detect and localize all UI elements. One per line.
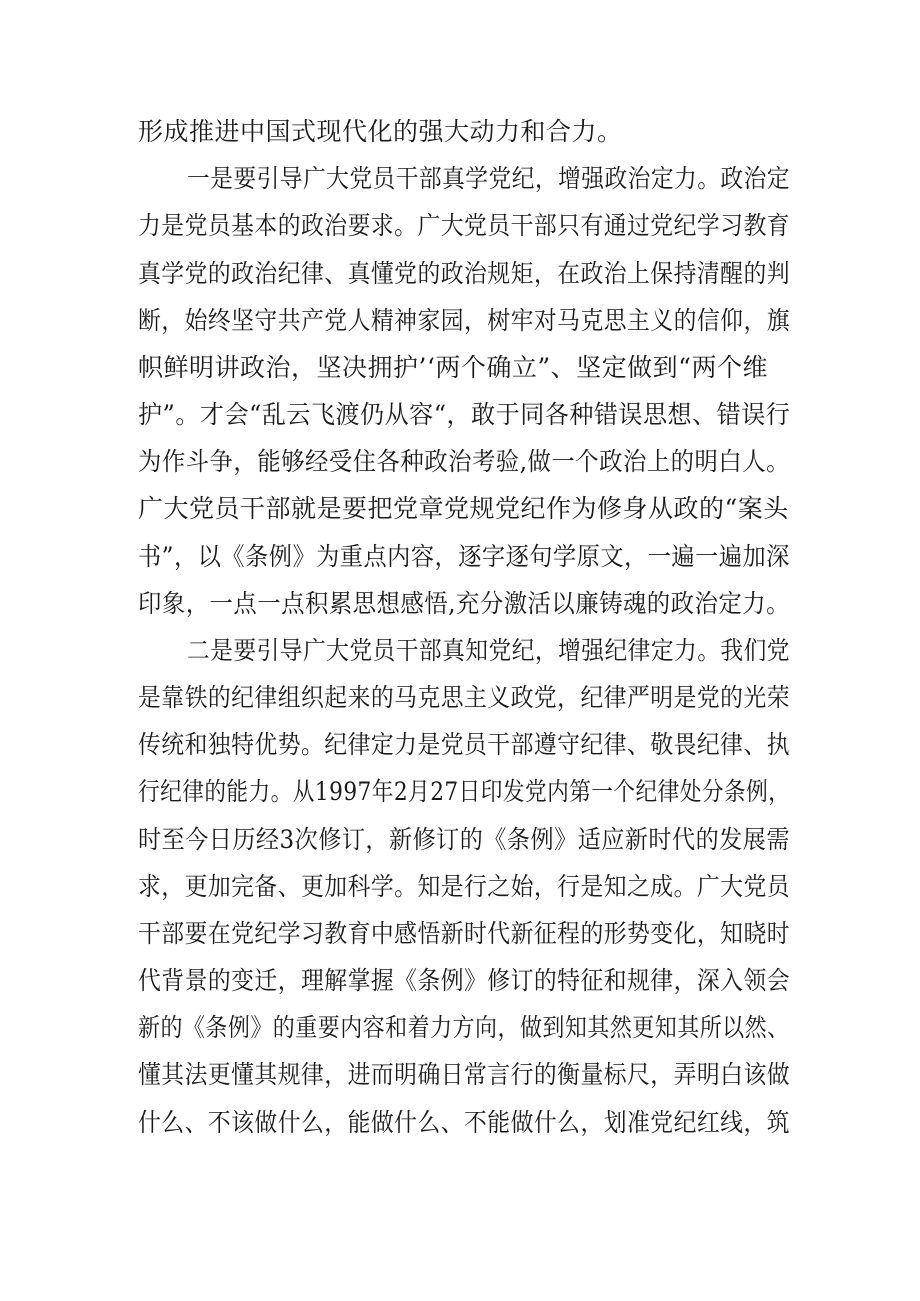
text-line-6: 帜鲜明讲政治，坚决拥护’‘两个确立”、坚定做到“两个维 [138,353,768,382]
text-line-13: 是靠铁的纪律组织起来的马克思主义政党，纪律严明是党的光荣 [138,683,791,712]
text-line-20: 新的《条例》的重要内容和着力方向，做到知其然更知其所以然、 [138,1013,790,1042]
text-line-9: 广大党员干部就是要把党章党规党纪作为修身从政的“案头 [138,494,789,523]
text-line-16: 时至今日历经3次修订，新修订的《条例》适应新时代的发展需 [138,825,790,854]
text-line-14: 传统和独特优势。纪律定力是党员干部遵守纪律、敬畏纪律、执 [138,730,791,759]
text-line-4: 真学党的政治纪律、真懂党的政治规矩，在政治上保持清醒的判 [138,259,791,288]
text-line-8: 为作斗争，能够经受住各种政治考验,做一个政治上的明白人。 [138,447,790,476]
text-line-22: 什么、不该做什么，能做什么、不能做什么，划准党纪红线，筑 [138,1108,791,1137]
text-line-2: 一是要引导广大党员干部真学党纪，增强政治定力。政治定 [187,164,791,193]
text-line-19: 代背景的变迁，理解掌握《条例》修订的特征和规律，深入领会 [138,966,791,995]
text-line-12: 二是要引导广大党员干部真知党纪，增强纪律定力。我们党 [187,636,791,665]
text-line-11: 印象，一点一点积累思想感悟,充分激活以廉铸魂的政治定力。 [138,589,790,618]
text-line-3: 力是党员基本的政治要求。广大党员干部只有通过党纪学习教育 [138,211,791,240]
text-line-18: 干部要在党纪学习教育中感悟新时代新征程的形势变化，知晓时 [138,919,791,948]
text-line-15: 行纪律的能力。从1997年2月27日印发党内第一个纪律处分条例， [138,777,791,806]
text-line-7: 护”。才会“乱云飞渡仍从容“，敢于同各种错误思想、错误行 [138,400,791,429]
text-line-10: 书”，以《条例》为重点内容，逐字逐句学原文，一遍一遍加深 [138,542,790,571]
text-line-1: 形成推进中国式现代化的强大动力和合力。 [138,117,623,146]
text-line-17: 求，更加完备、更加科学。知是行之始，行是知之成。广大党员 [138,872,791,901]
text-line-21: 懂其法更懂其规律，进而明确日常言行的衡量标尺，弄明白该做 [138,1060,791,1089]
text-line-5: 断，始终坚守共产党人精神家园，树牢对马克思主义的信仰，旗 [138,306,791,335]
